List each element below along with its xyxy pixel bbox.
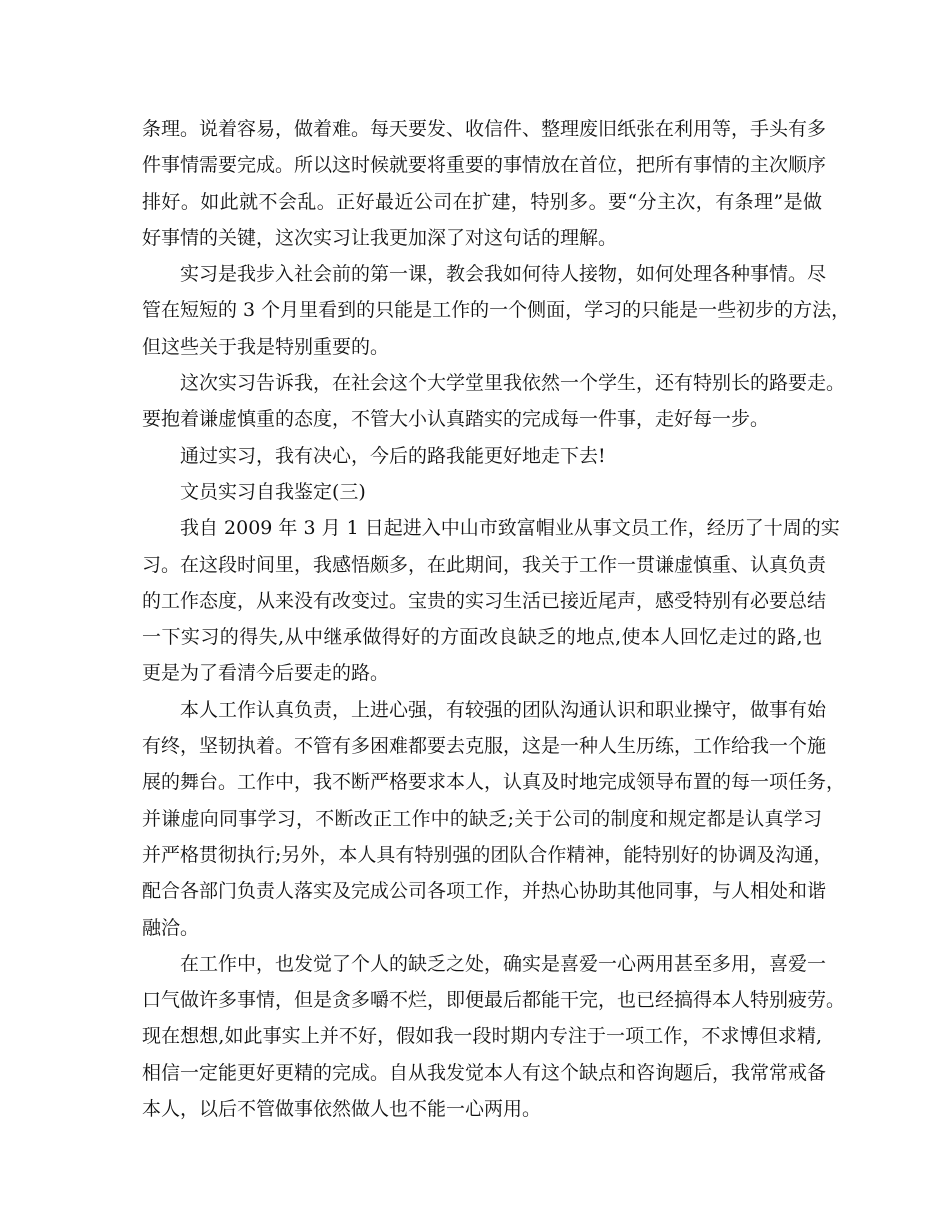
text-line: 习。在这段时间里，我感悟颇多，在此期间，我关于工作一贯谦虚慎重、认真负责 [142,553,827,576]
text-line: 排好。如此就不会乱。正好最近公司在扩建，特别多。要“分主次，有条理”是做 [142,190,822,213]
text-line: 一下实习的得失,从中继承做得好的方面改良缺乏的地点,使本人回忆走过的路,也 [142,626,822,649]
text-line: 条理。说着容易，做着难。每天要发、收信件、整理废旧纸张在利用等，手头有多 [142,118,827,140]
text-line: 现在想想,如此事实上并不好，假如我一段时期内专注于一项工作，不求博但求精, [142,1025,822,1048]
text-line: 我自 2009 年 3 月 1 日起进入中山市致富帽业从事文员工作，经历了十周的实 [180,517,840,540]
text-line: 有终，坚韧执着。不管有多困难都要去克服，这是一种人生历练，工作给我一个施 [142,735,827,758]
text-line: 融洽。 [142,916,200,939]
text-line: 相信一定能更好更精的完成。自从我发觉本人有这个缺点和咨询题后，我常常戒备 [142,1061,827,1084]
text-line: 在工作中，也发觉了个人的缺乏之处，确实是喜爱一心两用甚至多用，喜爱一 [180,952,827,975]
text-line: 但这些关于我是特别重要的。 [142,335,390,358]
text-line: 实习是我步入社会前的第一课，教会我如何待人接物，如何处理各种事情。尽 [180,263,827,286]
text-line: 这次实习告诉我，在社会这个大学堂里我依然一个学生，还有特别长的路要走。 [180,372,846,395]
document-body [142,111,851,1127]
text-line: 更是为了看清今后要走的路。 [142,662,390,685]
text-line: 口气做许多事情，但是贪多嚼不烂，即便最后都能干完，也已经搞得本人特别疲劳。 [142,989,846,1012]
text-line: 配合各部门负责人落实及完成公司各项工作，并热心协助其他同事，与人相处和谐 [142,880,827,903]
text-line: 通过实习，我有决心，今后的路我能更好地走下去! [180,444,606,467]
text-line: 并谦虚向同事学习，不断改正工作中的缺乏;关于公司的制度和规定都是认真学习 [142,807,822,830]
text-line: 本人，以后不管做事依然做人也不能一心两用。 [142,1098,542,1121]
text-line: 件事情需要完成。所以这时候就要将重要的事情放在首位，把所有事情的主次顺序 [142,154,827,177]
text-line: 的工作态度，从来没有改变过。宝贵的实习生活已接近尾声，感受特别有必要总结 [142,589,827,612]
text-line: 本人工作认真负责，上进心强，有较强的团队沟通认识和职业操守，做事有始 [180,698,827,721]
text-line: 管在短短的 3 个月里看到的只能是工作的一个侧面，学习的只能是一些初步的方法， [142,299,851,322]
text-line: 展的舞台。工作中，我不断严格要求本人，认真及时地完成领导布置的每一项任务， [142,771,846,794]
text-line: 要抱着谦虚慎重的态度，不管大小认真踏实的完成每一件事，走好每一步。 [142,408,770,431]
text-line: 文员实习自我鉴定(三) [180,480,366,503]
text-line: 好事情的关键，这次实习让我更加深了对这句话的理解。 [142,226,618,249]
text-line: 并严格贯彻执行;另外，本人具有特别强的团队合作精神，能特别好的协调及沟通， [142,843,833,866]
